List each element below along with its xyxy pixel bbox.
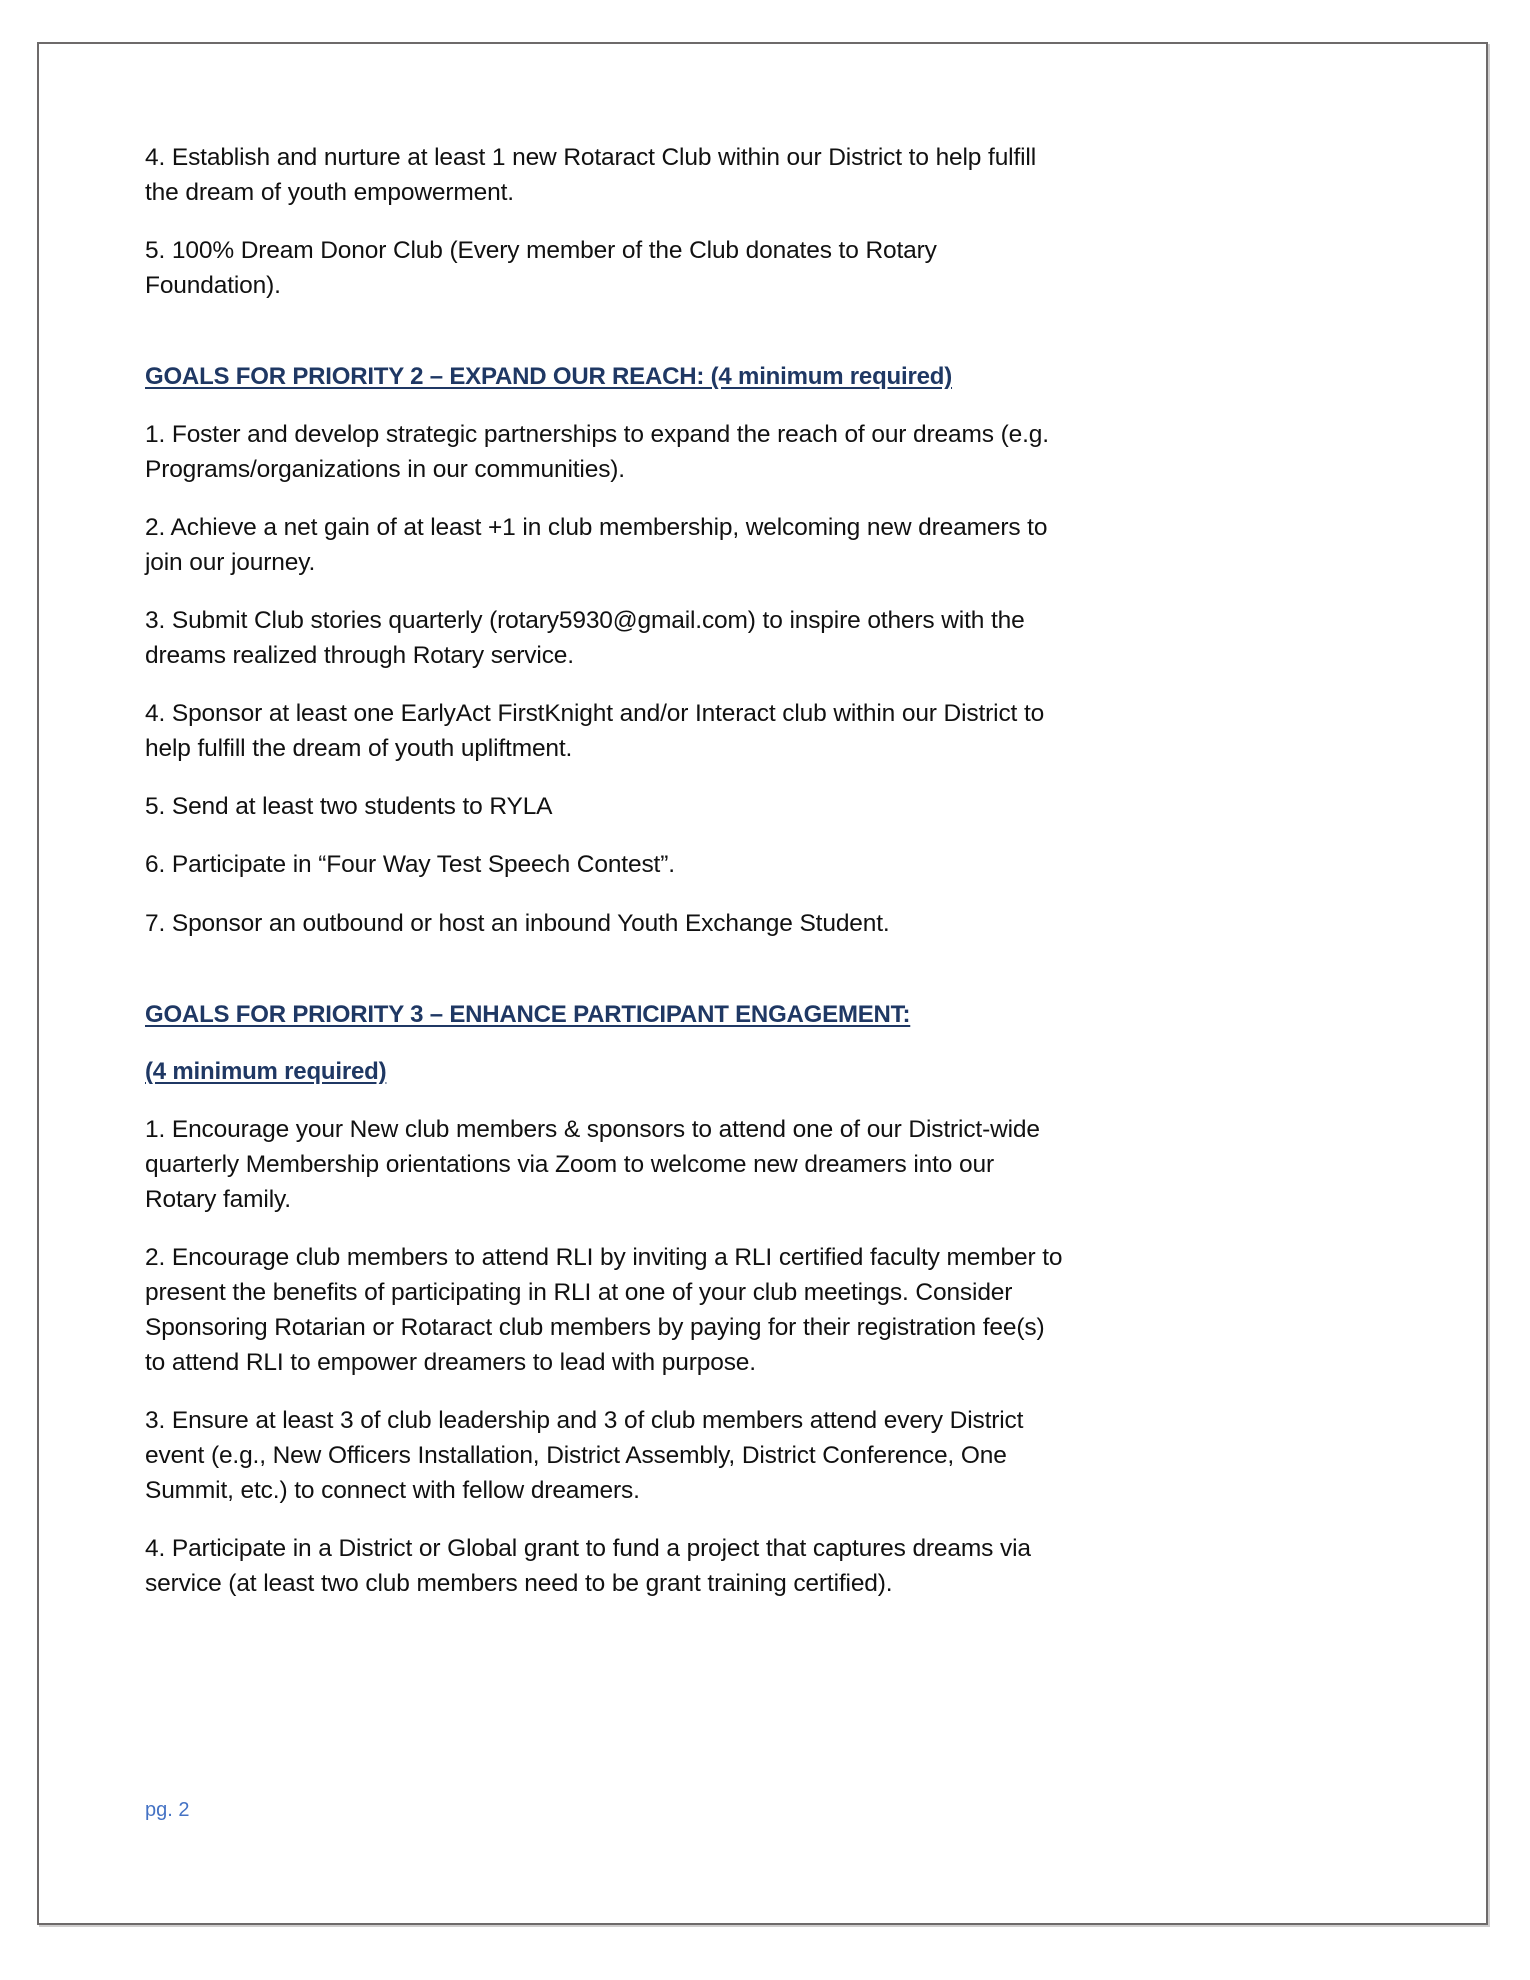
page-number-footer: pg. 2 (145, 1799, 190, 1821)
document-page (37, 42, 1488, 1925)
priority3-item-2: 2. Encourage club members to attend RLI by inviting a RLI certified faculty member to present the benefits of participating in RLI at one of your club meetings. Consider Sponsoring Rotarian or Rotaract club members by paying for their registration fee(s) to attend RLI to empower dreamers to lead with purpose. (145, 1243, 1063, 1376)
priority3-heading: GOALS FOR PRIORITY 3 – ENHANCE PARTICIPANT ENGAGEMENT: (145, 1000, 911, 1028)
priority3-heading-wrap (145, 998, 1065, 1032)
priority2-item-3: 3. Submit Club stories quarterly (rotary5930@gmail.com) to inspire others with the dreams realized through Rotary service. (145, 607, 1025, 670)
priority2-item-5: 5. Send at least two students to RYLA (145, 793, 553, 821)
priority3-subheading: (4 minimum required) (145, 1057, 387, 1085)
priority3-item-1: 1. Encourage your New club members & sponsors to attend one of our District-wide quarterly Membership orientations via Zoom to welcome new dreamers into our Rotary family. (145, 1115, 1040, 1213)
priority1-item-5: 5. 100% Dream Donor Club (Every member of the Club donates to Rotary Foundation). (145, 237, 937, 300)
priority2-heading: GOALS FOR PRIORITY 2 – EXPAND OUR REACH: (4 minimum required) (145, 363, 953, 391)
priority2-item-2: 2. Achieve a net gain of at least +1 in club membership, welcoming new dreamers to join our journey. (145, 514, 1048, 577)
priority1-item-4: 4. Establish and nurture at least 1 new Rotaract Club within our District to help fulfill the dream of youth empowerment. (145, 144, 1037, 207)
priority2-item-4: 4. Sponsor at least one EarlyAct FirstKnight and/or Interact club within our District to help fulfill the dream of youth upliftment. (145, 700, 1045, 763)
priority3-item-4: 4. Participate in a District or Global grant to fund a project that captures dreams via service (at least two club members need to be grant training certified). (145, 1535, 1031, 1598)
priority3-subheading-wrap (145, 1055, 1065, 1089)
priority2-item-7: 7. Sponsor an outbound or host an inbound Youth Exchange Student. (145, 909, 890, 937)
section-spacer (145, 326, 1065, 360)
priority2-item-1: 1. Foster and develop strategic partnerships to expand the reach of our dreams (e.g. Programs/organizations in our communities). (145, 421, 1049, 484)
document-body (145, 140, 1065, 1624)
priority3-item-3: 3. Ensure at least 3 of club leadership and 3 of club members attend every District event (e.g., New Officers Installation, District Assembly, District Conference, One Summit, etc.) to connect with fellow dreamers. (145, 1406, 1024, 1504)
section-spacer-2 (145, 964, 1065, 998)
priority2-heading-wrap (145, 360, 1065, 394)
priority2-item-6: 6. Participate in “Four Way Test Speech Contest”. (145, 851, 675, 879)
